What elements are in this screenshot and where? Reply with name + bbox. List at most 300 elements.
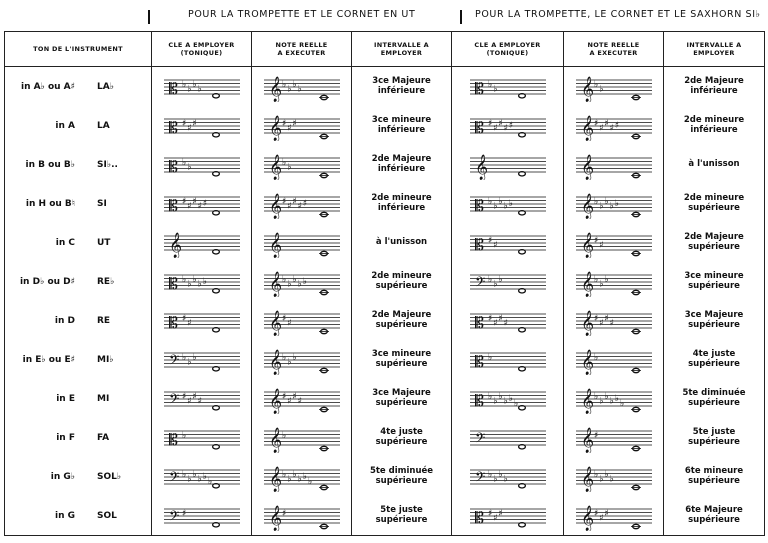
flat-icon: ♭ — [487, 469, 492, 480]
clef-staff-a — [152, 457, 252, 496]
sharp-icon: ♯ — [191, 118, 197, 129]
sharp-icon: ♯ — [598, 123, 604, 134]
flat-icon: ♭ — [186, 357, 191, 368]
flat-icon: ♭ — [492, 279, 497, 290]
instrument-key — [5, 67, 152, 107]
music-staff — [262, 150, 342, 180]
sharp-icon: ♯ — [186, 318, 192, 329]
clef-staff-b — [452, 223, 564, 262]
clef-staff-a — [152, 262, 252, 301]
flat-icon: ♭ — [609, 396, 614, 407]
note-staff-b — [564, 223, 664, 262]
flat-icon: ♭ — [603, 391, 609, 402]
music-staff — [262, 267, 342, 297]
col-cle-a: CLE A EMPLOYER (TONIQUE) — [152, 32, 252, 67]
flat-icon: ♭ — [191, 352, 197, 363]
flat-icon: ♭ — [297, 474, 302, 485]
sharp-icon: ♯ — [281, 508, 286, 519]
flat-icon: ♭ — [508, 393, 513, 404]
header-trumpet-c: POUR LA TROMPETTE ET LE CORNET EN UT — [188, 9, 416, 20]
treble-clef-icon: 𝄞 — [268, 193, 282, 219]
interval-a: 2de Majeure supérieure — [352, 301, 452, 340]
instrument-note: UT — [97, 237, 111, 248]
music-staff — [468, 267, 548, 297]
music-staff — [574, 150, 654, 180]
flat-icon: ♭ — [302, 276, 307, 287]
interval-b: 6te Majeure supérieure — [664, 496, 765, 536]
sharp-icon: ♯ — [508, 120, 513, 131]
sharp-icon: ♯ — [181, 313, 186, 324]
instrument-ton: in G♭ — [50, 471, 75, 482]
interval-b: 2de mineure supérieure — [664, 184, 765, 223]
alto-clef-icon: 𝄡 — [474, 117, 484, 137]
bass-clef-icon: 𝄢 — [168, 390, 179, 410]
table-row — [5, 106, 765, 145]
table-row — [5, 418, 765, 457]
note-staff-b — [564, 379, 664, 418]
bass-clef-icon: 𝄢 — [168, 468, 179, 488]
instrument-key — [5, 106, 152, 145]
sharp-icon: ♯ — [286, 396, 292, 407]
music-staff — [574, 423, 654, 453]
interval-b: 2de Majeure inférieure — [664, 67, 765, 107]
music-staff — [468, 384, 548, 414]
interval-b: 3ce Majeure supérieure — [664, 301, 765, 340]
interval-b: 6te mineure supérieure — [664, 457, 765, 496]
music-staff — [162, 345, 242, 375]
music-staff — [262, 345, 342, 375]
clef-staff-b — [452, 184, 564, 223]
music-staff — [162, 189, 242, 219]
flat-icon: ♭ — [191, 274, 197, 285]
alto-clef-icon: 𝄡 — [168, 117, 178, 137]
table-header-row — [5, 32, 765, 67]
sharp-icon: ♯ — [281, 196, 286, 207]
flat-icon: ♭ — [197, 279, 202, 290]
sharp-icon: ♯ — [202, 198, 207, 209]
music-staff — [262, 384, 342, 414]
flat-icon: ♭ — [197, 474, 202, 485]
bass-clef-icon: 𝄢 — [168, 351, 179, 371]
clef-staff-a — [152, 106, 252, 145]
flat-icon: ♭ — [619, 398, 624, 409]
note-staff-b — [564, 457, 664, 496]
interval-a: 3ce Majeure supérieure — [352, 379, 452, 418]
treble-clef-icon: 𝄞 — [268, 154, 282, 180]
sharp-icon: ♯ — [191, 391, 197, 402]
flat-icon: ♭ — [598, 279, 603, 290]
instrument-note: MI — [97, 393, 110, 404]
flat-icon: ♭ — [503, 396, 508, 407]
instrument-note: RE♭ — [97, 276, 115, 287]
music-staff — [468, 501, 548, 531]
sharp-icon: ♯ — [603, 313, 609, 324]
music-staff — [162, 384, 242, 414]
flat-icon: ♭ — [497, 274, 503, 285]
flat-icon: ♭ — [593, 469, 598, 480]
alto-clef-icon: 𝄡 — [168, 273, 178, 293]
flat-icon: ♭ — [202, 471, 207, 482]
interval-b: 2de Majeure supérieure — [664, 223, 765, 262]
alto-clef-icon: 𝄡 — [474, 195, 484, 215]
instrument-ton: in A♭ ou A♯ — [20, 81, 75, 92]
flat-icon: ♭ — [191, 469, 197, 480]
sharp-icon: ♯ — [593, 313, 598, 324]
flat-icon: ♭ — [181, 79, 186, 90]
note-staff-a — [252, 262, 352, 301]
flat-icon: ♭ — [487, 352, 492, 363]
clef-staff-a — [152, 496, 252, 536]
instrument-key — [5, 379, 152, 418]
flat-icon: ♭ — [593, 79, 598, 90]
music-staff — [162, 267, 242, 297]
flat-icon: ♭ — [598, 396, 603, 407]
clef-staff-b — [452, 340, 564, 379]
clef-staff-a — [152, 184, 252, 223]
sharp-icon: ♯ — [487, 118, 492, 129]
table-row — [5, 496, 765, 536]
flat-icon: ♭ — [281, 352, 286, 363]
interval-b: à l'unisson — [664, 145, 765, 184]
interval-a: 4te juste supérieure — [352, 418, 452, 457]
treble-clef-icon: 𝄞 — [268, 232, 282, 258]
sharp-icon: ♯ — [497, 313, 503, 324]
flat-icon: ♭ — [603, 469, 609, 480]
instrument-note: MI♭ — [97, 354, 114, 365]
flat-icon: ♭ — [614, 393, 619, 404]
sharp-icon: ♯ — [497, 508, 503, 519]
flat-icon: ♭ — [281, 430, 286, 441]
sharp-icon: ♯ — [603, 118, 609, 129]
instrument-note: LA — [97, 120, 110, 131]
interval-a: 3ce Majeure inférieure — [352, 67, 452, 107]
flat-icon: ♭ — [207, 476, 212, 487]
instrument-ton: in A — [55, 120, 75, 131]
note-staff-b — [564, 418, 664, 457]
table-row — [5, 223, 765, 262]
flat-icon: ♭ — [186, 162, 191, 173]
flat-icon: ♭ — [593, 391, 598, 402]
sharp-icon: ♯ — [281, 313, 286, 324]
flat-icon: ♭ — [307, 476, 312, 487]
instrument-note: LA♭ — [97, 81, 114, 92]
treble-clef-icon: 𝄞 — [580, 154, 594, 180]
sharp-icon: ♯ — [598, 240, 604, 251]
table-row — [5, 145, 765, 184]
treble-clef-icon: 𝄞 — [580, 76, 594, 102]
sharp-icon: ♯ — [286, 318, 292, 329]
sharp-icon: ♯ — [487, 313, 492, 324]
flat-icon: ♭ — [487, 79, 492, 90]
flat-icon: ♭ — [487, 196, 492, 207]
sharp-icon: ♯ — [291, 196, 297, 207]
note-staff-b — [564, 340, 664, 379]
music-staff — [162, 111, 242, 141]
note-staff-b — [564, 301, 664, 340]
note-staff-a — [252, 301, 352, 340]
note-staff-b — [564, 106, 664, 145]
note-staff-a — [252, 457, 352, 496]
flat-icon: ♭ — [609, 201, 614, 212]
music-staff — [162, 501, 242, 531]
music-staff — [468, 423, 548, 453]
flat-icon: ♭ — [291, 274, 297, 285]
treble-clef-icon: 𝄞 — [580, 505, 594, 531]
note-staff-a — [252, 67, 352, 107]
flat-icon: ♭ — [598, 474, 603, 485]
note-staff-a — [252, 496, 352, 536]
flat-icon: ♭ — [603, 274, 609, 285]
music-staff — [162, 72, 242, 102]
interval-a: à l'unisson — [352, 223, 452, 262]
clef-staff-b — [452, 106, 564, 145]
header-trumpet-bflat: POUR LA TROMPETTE, LE CORNET ET LE SAXHORN SI♭ — [475, 9, 761, 20]
sharp-icon: ♯ — [186, 201, 192, 212]
note-staff-a — [252, 145, 352, 184]
music-staff — [574, 267, 654, 297]
instrument-ton: in D — [54, 315, 75, 326]
sharp-icon: ♯ — [503, 318, 508, 329]
col-intervalle-a: INTERVALLE A EMPLOYER — [352, 32, 452, 67]
treble-clef-icon: 𝄞 — [580, 115, 594, 141]
instrument-ton: in B ou B♭ — [25, 159, 75, 170]
alto-clef-icon: 𝄡 — [168, 312, 178, 332]
flat-icon: ♭ — [181, 157, 186, 168]
treble-clef-icon: 𝄞 — [580, 232, 594, 258]
clef-staff-a — [152, 418, 252, 457]
instrument-note: SOL — [97, 510, 117, 521]
instrument-ton: in G — [54, 510, 75, 521]
sharp-icon: ♯ — [181, 196, 186, 207]
music-staff — [162, 306, 242, 336]
music-staff — [262, 501, 342, 531]
alto-clef-icon: 𝄡 — [474, 312, 484, 332]
table-row — [5, 379, 765, 418]
clef-staff-b — [452, 262, 564, 301]
table-row — [5, 457, 765, 496]
clef-staff-b — [452, 301, 564, 340]
flat-icon: ♭ — [186, 84, 191, 95]
flat-icon: ♭ — [186, 474, 191, 485]
music-staff — [262, 189, 342, 219]
flat-icon: ♭ — [186, 279, 191, 290]
sharp-icon: ♯ — [281, 118, 286, 129]
flat-icon: ♭ — [181, 274, 186, 285]
treble-clef-icon: 𝄞 — [268, 115, 282, 141]
music-staff — [574, 462, 654, 492]
alto-clef-icon: 𝄡 — [474, 234, 484, 254]
flat-icon: ♭ — [503, 474, 508, 485]
music-staff — [468, 150, 548, 180]
flat-icon: ♭ — [191, 79, 197, 90]
interval-a: 2de Majeure inférieure — [352, 145, 452, 184]
instrument-note: SI♭.. — [97, 159, 118, 170]
sharp-icon: ♯ — [609, 318, 614, 329]
flat-icon: ♭ — [286, 357, 291, 368]
music-staff — [574, 306, 654, 336]
treble-clef-icon: 𝄞 — [168, 232, 182, 258]
sharp-icon: ♯ — [598, 513, 604, 524]
instrument-ton: in C — [55, 237, 75, 248]
table-row — [5, 67, 765, 107]
sharp-icon: ♯ — [503, 123, 508, 134]
flat-icon: ♭ — [598, 201, 603, 212]
clef-staff-b — [452, 496, 564, 536]
note-staff-a — [252, 418, 352, 457]
note-staff-a — [252, 184, 352, 223]
clef-staff-a — [152, 301, 252, 340]
music-staff — [162, 462, 242, 492]
flat-icon: ♭ — [503, 201, 508, 212]
treble-clef-icon: 𝄞 — [268, 427, 282, 453]
alto-clef-icon: 𝄡 — [168, 156, 178, 176]
flat-icon: ♭ — [508, 198, 513, 209]
sharp-icon: ♯ — [286, 123, 292, 134]
flat-icon: ♭ — [487, 391, 492, 402]
treble-clef-icon: 𝄞 — [268, 349, 282, 375]
interval-a: 3ce mineure supérieure — [352, 340, 452, 379]
col-note-a: NOTE REELLE A EXECUTER — [252, 32, 352, 67]
flat-icon: ♭ — [286, 279, 291, 290]
clef-staff-a — [152, 145, 252, 184]
music-staff — [574, 345, 654, 375]
flat-icon: ♭ — [492, 201, 497, 212]
music-staff — [468, 111, 548, 141]
treble-clef-icon: 𝄞 — [268, 310, 282, 336]
flat-icon: ♭ — [487, 274, 492, 285]
note-staff-a — [252, 379, 352, 418]
note-staff-b — [564, 184, 664, 223]
flat-icon: ♭ — [497, 391, 503, 402]
clef-staff-a — [152, 223, 252, 262]
treble-clef-icon: 𝄞 — [580, 271, 594, 297]
interval-a: 2de mineure inférieure — [352, 184, 452, 223]
clef-staff-b — [452, 418, 564, 457]
table-row — [5, 184, 765, 223]
instrument-key — [5, 145, 152, 184]
flat-icon: ♭ — [614, 198, 619, 209]
treble-clef-icon: 𝄞 — [580, 193, 594, 219]
sharp-icon: ♯ — [186, 123, 192, 134]
sharp-icon: ♯ — [302, 198, 307, 209]
flat-icon: ♭ — [492, 474, 497, 485]
treble-clef-icon: 𝄞 — [580, 427, 594, 453]
sharp-icon: ♯ — [593, 118, 598, 129]
music-staff — [262, 72, 342, 102]
music-staff — [162, 150, 242, 180]
alto-clef-icon: 𝄡 — [474, 78, 484, 98]
col-intervalle-b: INTERVALLE A EMPLOYER — [664, 32, 765, 67]
bass-clef-icon: 𝄢 — [474, 468, 485, 488]
flat-icon: ♭ — [197, 84, 202, 95]
flat-icon: ♭ — [297, 279, 302, 290]
flat-icon: ♭ — [492, 84, 497, 95]
instrument-note: SI — [97, 198, 107, 209]
treble-clef-icon: 𝄞 — [580, 310, 594, 336]
note-staff-b — [564, 67, 664, 107]
bass-clef-icon: 𝄢 — [474, 429, 485, 449]
note-staff-b — [564, 145, 664, 184]
flat-icon: ♭ — [286, 84, 291, 95]
instrument-key — [5, 457, 152, 496]
sharp-icon: ♯ — [593, 235, 598, 246]
instrument-key — [5, 223, 152, 262]
col-ton: TON DE L'INSTRUMENT — [5, 32, 152, 67]
interval-b: 3ce mineure supérieure — [664, 262, 765, 301]
instrument-key — [5, 184, 152, 223]
music-staff — [468, 306, 548, 336]
instrument-note: FA — [97, 432, 110, 443]
sharp-icon: ♯ — [614, 120, 619, 131]
flat-icon: ♭ — [598, 84, 603, 95]
table-row — [5, 340, 765, 379]
flat-icon: ♭ — [497, 196, 503, 207]
music-staff — [468, 462, 548, 492]
flat-icon: ♭ — [181, 430, 186, 441]
sharp-icon: ♯ — [197, 396, 202, 407]
note-staff-b — [564, 262, 664, 301]
sharp-icon: ♯ — [197, 201, 202, 212]
instrument-key — [5, 496, 152, 536]
treble-clef-icon: 𝄞 — [580, 466, 594, 492]
instrument-ton: in F — [56, 432, 75, 443]
note-staff-a — [252, 223, 352, 262]
flat-icon: ♭ — [291, 352, 297, 363]
header-divider — [460, 10, 462, 24]
sharp-icon: ♯ — [181, 391, 186, 402]
interval-b: 4te juste supérieure — [664, 340, 765, 379]
alto-clef-icon: 𝄡 — [168, 429, 178, 449]
flat-icon: ♭ — [281, 274, 286, 285]
instrument-key — [5, 418, 152, 457]
header-divider — [148, 10, 150, 24]
note-staff-a — [252, 340, 352, 379]
sharp-icon: ♯ — [186, 396, 192, 407]
interval-a: 5te diminuée supérieure — [352, 457, 452, 496]
flat-icon: ♭ — [593, 274, 598, 285]
alto-clef-icon: 𝄡 — [474, 351, 484, 371]
treble-clef-icon: 𝄞 — [474, 154, 488, 180]
interval-a: 5te juste supérieure — [352, 496, 452, 536]
music-staff — [262, 228, 342, 258]
clef-staff-b — [452, 457, 564, 496]
flat-icon: ♭ — [302, 471, 307, 482]
flat-icon: ♭ — [297, 84, 302, 95]
music-staff — [468, 189, 548, 219]
sharp-icon: ♯ — [487, 508, 492, 519]
sharp-icon: ♯ — [609, 123, 614, 134]
music-staff — [574, 384, 654, 414]
sharp-icon: ♯ — [497, 118, 503, 129]
interval-b: 5te diminuée supérieure — [664, 379, 765, 418]
music-staff — [574, 111, 654, 141]
flat-icon: ♭ — [603, 196, 609, 207]
col-cle-b: CLE A EMPLOYER (TONIQUE) — [452, 32, 564, 67]
flat-icon: ♭ — [609, 474, 614, 485]
clef-staff-b — [452, 67, 564, 107]
sharp-icon: ♯ — [291, 118, 297, 129]
flat-icon: ♭ — [281, 157, 286, 168]
alto-clef-icon: 𝄡 — [474, 507, 484, 527]
music-staff — [468, 72, 548, 102]
instrument-ton: in E♭ ou E♯ — [22, 354, 75, 365]
sharp-icon: ♯ — [492, 513, 498, 524]
music-staff — [262, 423, 342, 453]
instrument-note: RE — [97, 315, 111, 326]
treble-clef-icon: 𝄞 — [268, 271, 282, 297]
instrument-key — [5, 340, 152, 379]
sharp-icon: ♯ — [603, 508, 609, 519]
